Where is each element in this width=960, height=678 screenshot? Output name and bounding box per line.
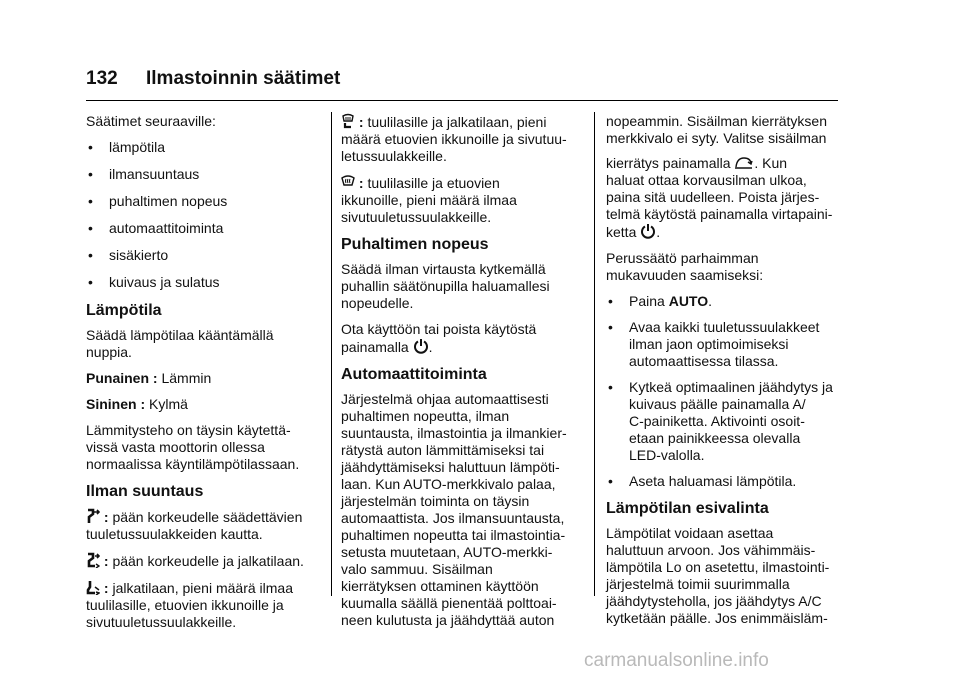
mode-defrost-text: tuulilasille ja etuovien ikkunoille, pieni määrä ilmaa sivutuuletussuulakkeille. bbox=[341, 175, 517, 225]
blue-line bbox=[86, 396, 321, 413]
recirc-text-d: ketta bbox=[606, 224, 637, 240]
list-item: • Paina AUTO. bbox=[606, 293, 848, 310]
red-label: Punainen : bbox=[86, 370, 158, 386]
temperature-heading: Lämpötila bbox=[86, 302, 162, 319]
fan-power-text: Ota käyttöön tai poista käytöstä painamalla bbox=[341, 321, 537, 355]
fan-speed-heading: Puhaltimen nopeus bbox=[341, 236, 489, 253]
list-item: • Avaa kaikki tuuletussuulakkeet ilman jaon optimoimiseksi automaattisessa tilassa. bbox=[606, 319, 848, 370]
blue-label: Sininen : bbox=[86, 396, 146, 412]
column-divider bbox=[594, 112, 595, 596]
list-item: • lämpötila bbox=[86, 139, 321, 156]
list-item: • automaattitoiminta bbox=[86, 220, 321, 237]
mode-face-line: : pään korkeudelle säädettävien tuuletussuulakkeiden kautta. bbox=[86, 509, 303, 542]
mode-defog-line: : tuulilasille ja jalkatilaan, pieni määrä etuovien ikkunoille ja sivutuu- letussuulakkeille. bbox=[341, 114, 567, 164]
recirculation-line: kierrätys painamalla . Kun haluat ottaa korvausilman ulkoa, paina sitä uudelleen. Poista järjes- telmä käytöstä painamalla virtapaini- ketta . bbox=[606, 155, 833, 240]
recirc-text-c: haluat ottaa korvausilman ulkoa, paina sitä uudelleen. Poista järjes- telmä käytöstä painamalla virtapaini- bbox=[606, 172, 833, 222]
column-middle bbox=[341, 113, 581, 638]
blue-value: Kylmä bbox=[149, 396, 188, 412]
mode-defog-text: tuulilasille ja jalkatilaan, pieni määrä etuovien ikkunoille ja sivutuu- letussuulakkeille. bbox=[341, 114, 567, 164]
watermark: carmanualsonline.info bbox=[584, 650, 769, 671]
intro-text: Säätimet seuraaville: bbox=[86, 113, 216, 129]
mode-floor-text: jalkatilaan, pieni määrä ilmaa tuulilasille, etuovien ikkunoille ja sivutuuletussuulakkeille. bbox=[86, 580, 293, 630]
list-item: • puhaltimen nopeus bbox=[86, 193, 321, 210]
vent-face-icon bbox=[86, 508, 100, 524]
list-item: • Aseta haluamasi lämpötila. bbox=[606, 473, 848, 490]
mode-bilevel-line: : pään korkeudelle ja jalkatilaan. bbox=[86, 552, 321, 570]
list-item: • sisäkierto bbox=[86, 247, 321, 264]
temperature-text: Säädä lämpötilaa kääntämällä nuppia. bbox=[86, 327, 274, 360]
fan-power-line: Ota käyttöön tai poista käytöstä painamalla . bbox=[341, 321, 537, 355]
list-item: • kuivaus ja sulatus bbox=[86, 274, 321, 291]
mode-face-text: pään korkeudelle säädettävien tuuletussuulakkeiden kautta. bbox=[86, 509, 303, 542]
column-left bbox=[86, 113, 321, 640]
red-line bbox=[86, 370, 321, 387]
column-right bbox=[606, 113, 848, 636]
defrost-icon bbox=[341, 174, 355, 190]
red-value: Lämmin bbox=[161, 370, 212, 386]
power-icon bbox=[413, 338, 429, 354]
header-rule bbox=[86, 100, 838, 101]
vent-floor-icon bbox=[86, 579, 100, 595]
column-divider bbox=[331, 112, 332, 596]
heating-note: Lämmitysteho on täysin käytettä- vissä vasta moottorin ollessa normaalissa käyntilämpötilassaan. bbox=[86, 422, 300, 472]
continuation-text: nopeammin. Sisäilman kierrätyksen merkkivalo ei syty. Valitse sisäilman bbox=[606, 113, 827, 146]
page-title: Ilmastoinnin säätimet bbox=[146, 68, 341, 89]
fan-speed-text: Säädä ilman virtausta kytkemällä puhallin säätönupilla haluamallesi nopeudelle. bbox=[341, 261, 550, 311]
list-item: • Kytkeä optimaalinen jäähdytys ja kuivaus päälle painamalla A/ C-painiketta. Aktivointi osoit- etaan painikkeessa olevalla LED-valolla. bbox=[606, 379, 848, 464]
controls-list bbox=[86, 139, 321, 291]
page-number: 132 bbox=[86, 68, 118, 89]
recirculation-icon bbox=[734, 156, 754, 170]
recirc-text-a: kierrätys painamalla bbox=[606, 155, 731, 171]
temperature-preset-text: Lämpötilat voidaan asettaa haluttuun arvoon. Jos vähimmäis- lämpötila Lo on asetettu, ilmastointi- järjestelmä toimii suurimmalla jäähdytysteholla, jos jäähdytys A/C kytketään päälle. Jos enimmäisläm- bbox=[606, 525, 830, 626]
air-direction-heading: Ilman suuntaus bbox=[86, 483, 204, 500]
auto-button-label: AUTO bbox=[668, 293, 709, 309]
vent-bilevel-icon bbox=[86, 552, 100, 568]
page-header bbox=[86, 68, 838, 102]
power-icon bbox=[640, 223, 656, 239]
comfort-steps-list bbox=[606, 293, 848, 490]
mode-bilevel-text: pään korkeudelle ja jalkatilaan. bbox=[112, 553, 304, 569]
mode-floor-line: : jalkatilaan, pieni määrä ilmaa tuulilasille, etuovien ikkunoille ja sivutuuletussuulakkeille. bbox=[86, 580, 293, 630]
recirc-text-b: . Kun bbox=[754, 155, 788, 171]
mode-defrost-line: : tuulilasille ja etuovien ikkunoille, pieni määrä ilmaa sivutuuletussuulakkeille. bbox=[341, 175, 517, 225]
list-item: • ilmansuuntaus bbox=[86, 166, 321, 183]
defog-floor-icon bbox=[341, 113, 355, 129]
auto-text: Järjestelmä ohjaa automaattisesti puhaltimen nopeutta, ilman suuntausta, ilmastointia ja ilmankier- rätystä auton lämmittämiseksi tai jäähdyttämiseksi haluttuun lämpöti- laan. Kun AUTO-merkkivalo palaa, järjestelmän toiminta on täysin automaattista. Jos ilmansuuntausta, puhaltimen nopeutta tai ilmastointia- setusta muutetaan, AUTO-merkki- valo sammuu. Sisäilman kierrätyksen ottaminen käyttöön kuumalla säällä pienentää polttoai- neen kulutusta ja jäähdyttää auton bbox=[341, 391, 567, 628]
temperature-preset-heading: Lämpötilan esivalinta bbox=[606, 500, 769, 517]
auto-heading: Automaattitoiminta bbox=[341, 366, 487, 383]
best-comfort-text: Perussäätö parhaimman mukavuuden saamiseksi: bbox=[606, 250, 764, 283]
